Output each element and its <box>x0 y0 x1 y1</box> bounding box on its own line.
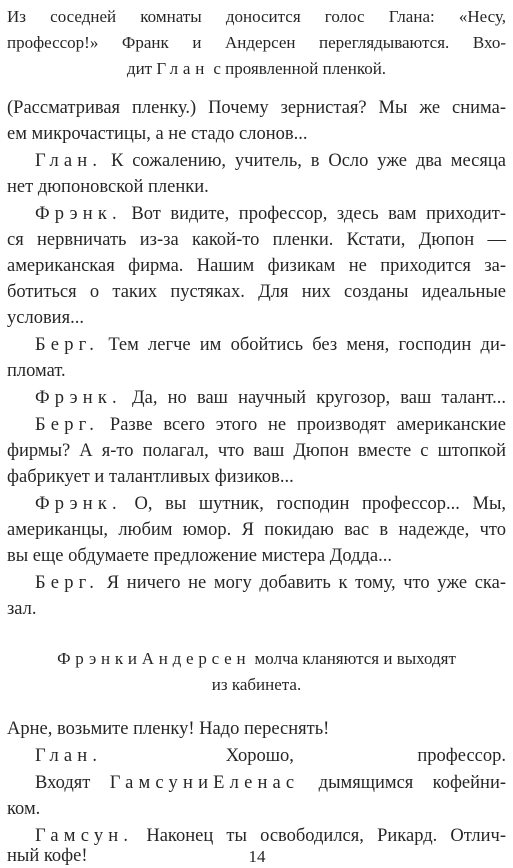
speaker-name: Берг. <box>35 335 100 355</box>
dialogue-line: Фрэнк. Вот видите, профессор, здесь вам приходит- <box>35 204 506 224</box>
dialogue-line: американская фирма. Нашим физикам не приходится за- <box>7 256 506 276</box>
dialogue-line: фабрикует и талантливых физиков... <box>7 467 294 487</box>
dialogue-line: пломат. <box>7 361 66 381</box>
speaker-name: Глан. <box>35 746 103 766</box>
stage-direction-line: Из соседней комнаты доносится голос Глана: «Несу, <box>7 7 506 26</box>
speaker-name: Берг. <box>35 415 100 435</box>
character-name: Фрэнк <box>57 649 128 668</box>
dialogue-line: вы еще обдумаете предложение мистера Додда... <box>7 546 393 566</box>
stage-direction-line: ФрэнкиАндерсен молча кланяются и выходят <box>57 649 456 668</box>
dialogue-line: Берг. Разве всего этого не производят американские <box>35 415 507 435</box>
dialogue-line: зал. <box>7 599 37 619</box>
speaker-name: Гамсун. <box>35 826 134 846</box>
stage-direction-line: профессор!» Франк и Андерсен переглядываются. Вхо- <box>7 33 506 52</box>
dialogue-line: Фрэнк. Да, но ваш научный кругозор, ваш талант... <box>35 388 506 408</box>
stage-direction-line: дит Глан с проявленной пленкой. <box>126 59 387 78</box>
speaker-name: Берг. <box>35 573 100 593</box>
dialogue-line: ботиться о таких пустяках. Для них созданы идеальные <box>7 282 506 302</box>
dialogue-line: Берг. Я ничего не могу добавить к тому, что уже ска- <box>35 573 507 593</box>
character-name: Глан <box>156 59 210 78</box>
character-name: Андерсен <box>141 649 251 668</box>
dialogue-line: фирмы? А я-то полагал, что ваш Дюпон вместе с штопкой <box>7 441 506 461</box>
dialogue-line: Гамсун. Наконец ты освободился, Рикард. Отлич- <box>35 826 506 846</box>
speaker-name: Глан. <box>35 151 103 171</box>
stage-direction-line: Входят ГамсуниЕленас дымящимся кофейни- <box>35 773 507 793</box>
dialogue-line: (Рассматривая пленку.) Почему зернистая? Мы же снима- <box>7 98 506 118</box>
speaker-name: Фрэнк. <box>35 494 122 514</box>
stage-direction-line: ком. <box>7 799 41 819</box>
stage-direction-line: из кабинета. <box>211 675 302 694</box>
dialogue-line: ся нервничать из-за какой-то пленки. Кстати, Дюпон — <box>7 230 506 250</box>
dialogue-line: американцы, любим юмор. Я покидаю вас в надежде, что <box>7 520 506 540</box>
dialogue-line: Глан. К сожалению, учитель, в Осло уже два месяца <box>35 151 506 171</box>
dialogue-line: Арне, возьмите пленку! Надо переснять! <box>7 719 330 739</box>
dialogue-line: Фрэнк. О, вы шутник, господин профессор... Мы, <box>35 494 506 514</box>
dialogue-line: Глан. Хорошо, профессор. <box>35 746 507 766</box>
dialogue-line: условия... <box>7 308 84 328</box>
speaker-name: Фрэнк. <box>35 204 122 224</box>
page-number: 14 <box>248 847 266 866</box>
speaker-name: Фрэнк. <box>35 388 122 408</box>
dialogue-line: нет дюпоновской пленки. <box>7 177 209 197</box>
character-name: Гамсун <box>109 773 199 793</box>
character-name: Еленас <box>213 773 300 793</box>
dialogue-line: ный кофе! <box>7 846 88 866</box>
dialogue-line: Берг. Тем легче им обойтись без меня, господин ди- <box>35 335 507 355</box>
dialogue-line: ем микрочастицы, а не стадо слонов... <box>7 124 308 144</box>
